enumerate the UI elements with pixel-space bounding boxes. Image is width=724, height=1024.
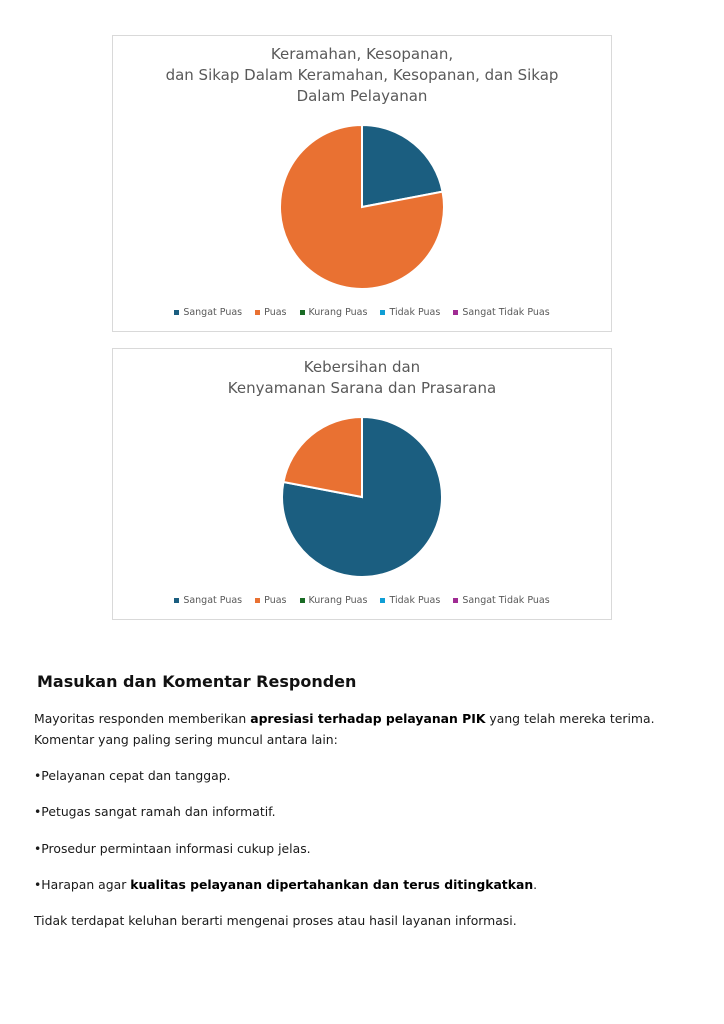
legend-swatch (255, 598, 260, 603)
closing-paragraph: Tidak terdapat keluhan berarti mengenai proses atau hasil layanan informasi. (34, 913, 517, 928)
bullet-text: •Harapan agar (34, 877, 131, 892)
chart-title-line: Dalam Pelayanan (296, 87, 428, 105)
legend-swatch (255, 310, 260, 315)
chart-title (113, 44, 611, 107)
intro-text: Mayoritas responden memberikan (34, 711, 251, 726)
chart-kebersihan (112, 348, 612, 620)
legend-item-puas (255, 595, 286, 606)
chart-title-line: Keramahan, Kesopanan, (270, 45, 454, 63)
intro-emphasis: apresiasi terhadap pelayanan PIK (250, 711, 486, 726)
bullet-item (34, 874, 694, 895)
legend-swatch (453, 598, 458, 603)
legend-swatch (380, 310, 385, 315)
legend-swatch (380, 598, 385, 603)
legend-label: Tidak Puas (389, 307, 441, 318)
pie-chart (279, 414, 445, 580)
chart-title-line: Kenyamanan Sarana dan Prasarana (227, 379, 497, 397)
legend-label: Puas (264, 307, 287, 318)
legend-item-sangat-tidak-puas (453, 595, 549, 606)
legend-item-tidak-puas (380, 595, 440, 606)
legend-label: Puas (264, 595, 287, 606)
chart-legend (113, 307, 611, 318)
legend-item-kurang-puas (300, 307, 368, 318)
chart-title-line: dan Sikap Dalam Keramahan, Kesopanan, dan Sikap (165, 66, 559, 84)
chart-title-line: Kebersihan dan (303, 358, 421, 376)
legend-item-puas (255, 307, 286, 318)
bullet-text: . (533, 877, 538, 892)
legend-item-kurang-puas (300, 595, 368, 606)
legend-item-sangat-puas (174, 595, 242, 606)
legend-label: Kurang Puas (308, 307, 368, 318)
legend-label: Sangat Tidak Puas (462, 595, 550, 606)
legend-item-sangat-tidak-puas (453, 307, 549, 318)
intro-text: Komentar yang paling sering muncul antara lain: (34, 732, 338, 747)
pie-chart (277, 122, 447, 292)
bullet-emphasis: kualitas pelayanan dipertahankan dan terus ditingkatkan (130, 877, 534, 892)
chart-title (113, 357, 611, 399)
section-heading: Masukan dan Komentar Responden (37, 672, 357, 691)
bullet-item: •Pelayanan cepat dan tanggap. (34, 768, 231, 783)
legend-swatch (174, 310, 179, 315)
legend-label: Sangat Tidak Puas (462, 307, 550, 318)
legend-item-sangat-puas (174, 307, 242, 318)
legend-label: Sangat Puas (183, 595, 243, 606)
bullet-item: •Petugas sangat ramah dan informatif. (34, 804, 276, 819)
intro-text: yang telah mereka terima. (485, 711, 655, 726)
legend-item-tidak-puas (380, 307, 440, 318)
chart-legend (113, 595, 611, 606)
legend-label: Sangat Puas (183, 307, 243, 318)
legend-swatch (300, 598, 305, 603)
legend-swatch (174, 598, 179, 603)
bullet-item: •Prosedur permintaan informasi cukup jelas. (34, 841, 311, 856)
legend-swatch (300, 310, 305, 315)
legend-swatch (453, 310, 458, 315)
legend-label: Tidak Puas (389, 595, 441, 606)
legend-label: Kurang Puas (308, 595, 368, 606)
pie-slice-puas (283, 417, 362, 497)
intro-paragraph (34, 708, 694, 750)
chart-keramahan (112, 35, 612, 332)
